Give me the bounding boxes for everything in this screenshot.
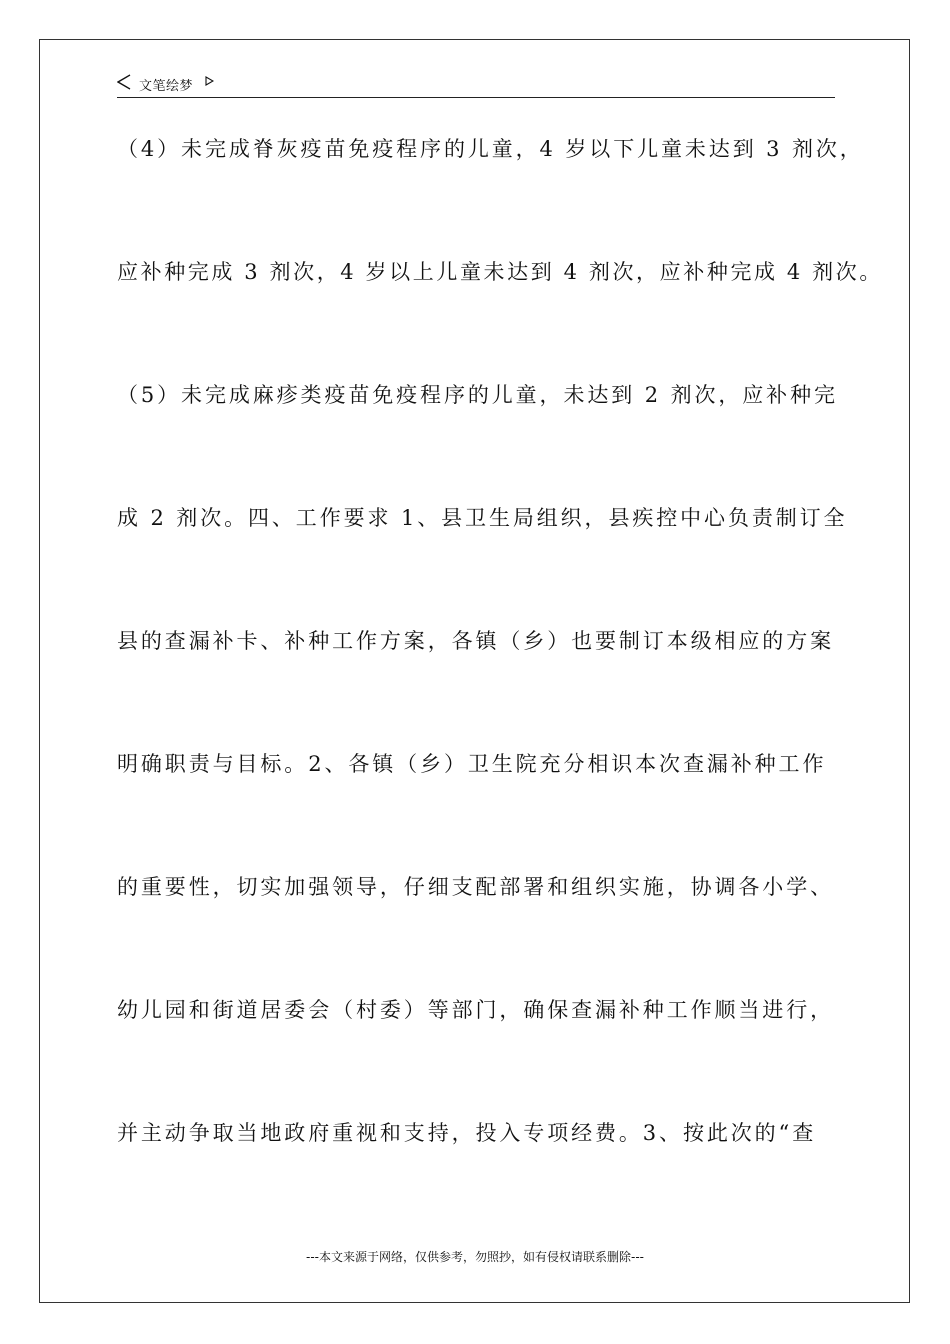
text-line: 并主动争取当地政府重视和支持，投入专项经费。3、按此次的“查 <box>117 1121 817 1145</box>
text-line: 应补种完成 3 剂次，4 岁以上儿童未达到 4 剂次，应补种完成 4 剂次。 <box>117 260 883 284</box>
page-header <box>117 72 835 98</box>
header-title: 文笔绘梦 <box>139 79 194 94</box>
text-line: 明确职责与目标。2、各镇（乡）卫生院充分相识本次查漏补种工作 <box>117 752 827 776</box>
footer-disclaimer: ---本文来源于网络，仅供参考，勿照抄，如有侵权请联系删除--- <box>306 1250 644 1264</box>
text-line: 成 2 剂次。四、工作要求 1、县卫生局组织，县疾控中心负责制订全 <box>117 506 848 530</box>
text-line: （5）未完成麻疹类疫苗免疫程序的儿童，未达到 2 剂次，应补种完 <box>117 383 838 407</box>
triangle-right-icon <box>205 76 214 86</box>
document-body <box>117 128 883 1235</box>
text-line: 幼儿园和街道居委会（村委）等部门，确保查漏补种工作顺当进行， <box>117 998 834 1022</box>
triangle-left-icon <box>117 74 131 90</box>
text-line: （4）未完成脊灰疫苗免疫程序的儿童，4 岁以下儿童未达到 3 剂次， <box>117 137 864 161</box>
text-line: 的重要性，切实加强领导，仔细支配部署和组织实施，协调各小学、 <box>117 875 834 899</box>
text-line: 县的查漏补卡、补种工作方案，各镇（乡）也要制订本级相应的方案 <box>117 629 834 653</box>
